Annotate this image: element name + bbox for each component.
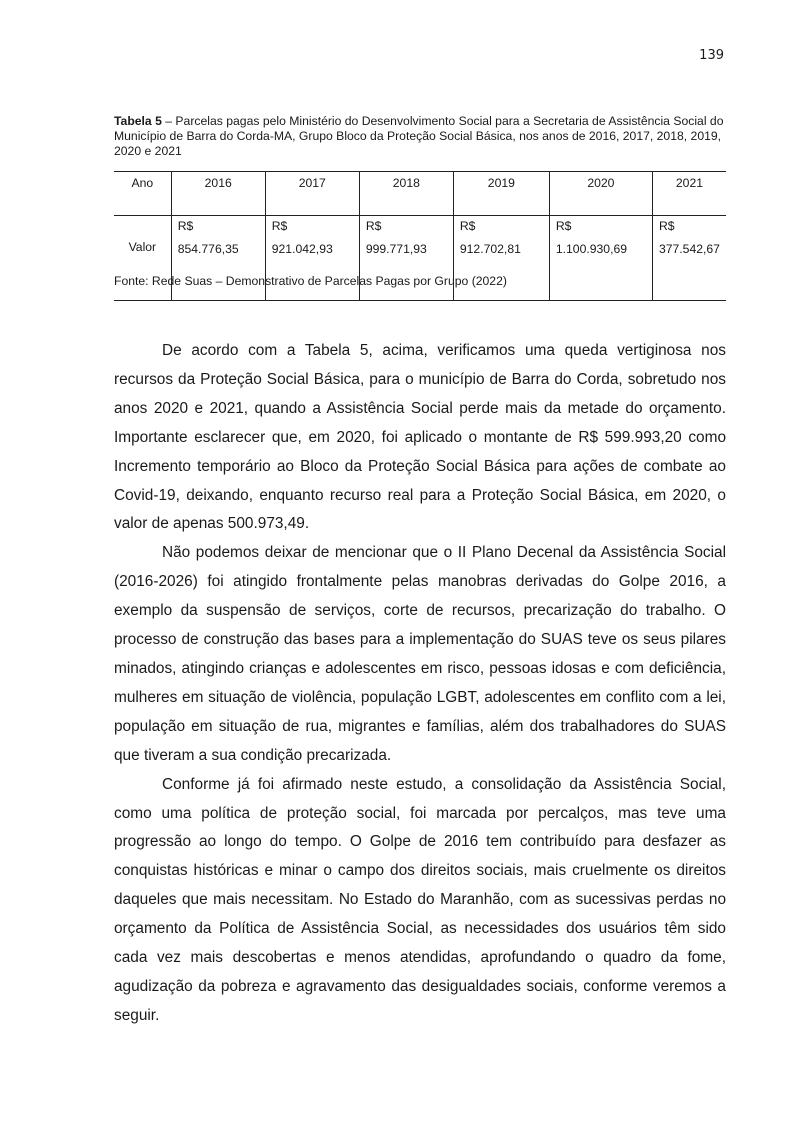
- currency-label: R$: [365, 219, 382, 233]
- paragraph: Conforme já foi afirmado neste estudo, a consolidação da Assistência Social, como uma política de proteção social, foi marcada por percalços, mas teve uma progressão ao longo do tempo. O Golpe de 2016 tem contribuído para desfazer as conquistas históricas e minar o campo dos direitos sociais, mais cruelmente os direitos daqueles que mais necessitam. No Estado do Maranhão, com as sucessivas perdas no orçamento da Política de Assistência Social, as necessidades dos usuários têm sido cada vez mais descobertas e menos atendidas, aprofundando o quadro da fome, agudização da pobreza e agravamento das desigualdades sociais, conforme veremos a seguir.: [114, 775, 726, 1024]
- table-caption-text: – Parcelas pagas pelo Ministério do Desenvolvimento Social para a Secretaria de Assistência Social do Município de Barra do Corda-MA, Grupo Bloco da Proteção Social Básica, nos anos de 2016, 2017, 2018, 2019, 2020 e 2021: [114, 114, 724, 158]
- table-caption-label: Tabela 5: [114, 114, 162, 128]
- header-cell-2017: 2017: [265, 172, 359, 216]
- table-caption: [114, 114, 728, 159]
- amount-value: 854.776,35: [177, 242, 239, 256]
- table-source: Fonte: Rede Suas – Demonstrativo de Parcelas Pagas por Grupo (2022): [114, 274, 507, 288]
- paragraph: Não podemos deixar de mencionar que o II Plano Decenal da Assistência Social (2016-2026) foi atingido frontalmente pelas manobras derivadas do Golpe 2016, a exemplo da suspensão de serviços, corte de recursos, precarização do trabalho. O processo de construção das bases para a implementação do SUAS teve os seus pilares minados, atingindo crianças e adolescentes em risco, pessoas idosas e com deficiência, mulheres em situação de violência, população LGBT, adolescentes em conflito com a lei, população em situação de rua, migrantes e famílias, além dos trabalhadores do SUAS que tiveram a sua condição precarizada.: [114, 544, 726, 764]
- header-cell-2020: 2020: [549, 172, 652, 216]
- header-cell-2018: 2018: [359, 172, 453, 216]
- currency-label: R$: [658, 219, 675, 233]
- row-label-valor: Valor: [114, 216, 171, 301]
- amount-value: 1.100.930,69: [555, 242, 628, 256]
- amount-value: 999.771,93: [365, 242, 427, 256]
- value-cell-2020: [549, 216, 652, 301]
- body-text: [114, 337, 726, 1031]
- header-cell-2016: 2016: [171, 172, 265, 216]
- currency-label: R$: [555, 219, 572, 233]
- amount-value: 377.542,67: [658, 242, 720, 256]
- header-cell-2021: 2021: [652, 172, 726, 216]
- paragraph: De acordo com a Tabela 5, acima, verificamos uma queda vertiginosa nos recursos da Proteção Social Básica, para o município de Barra do Corda, sobretudo nos anos 2020 e 2021, quando a Assistência Social perde mais da metade do orçamento. Importante esclarecer que, em 2020, foi aplicado o montante de R$ 599.993,20 como Incremento temporário ao Bloco da Proteção Social Básica para ações de combate ao Covid-19, deixando, enquanto recurso real para a Proteção Social Básica, em 2020, o valor de apenas 500.973,49.: [114, 342, 726, 533]
- header-cell-2019: 2019: [453, 172, 549, 216]
- currency-label: R$: [459, 219, 476, 233]
- page-number: 139: [699, 48, 724, 63]
- amount-value: 921.042,93: [271, 242, 333, 256]
- currency-label: R$: [271, 219, 288, 233]
- table-header-row: [114, 172, 726, 216]
- header-cell-year-label: Ano: [114, 172, 171, 216]
- amount-value: 912.702,81: [459, 242, 521, 256]
- currency-label: R$: [177, 219, 194, 233]
- value-cell-2021: [652, 216, 726, 301]
